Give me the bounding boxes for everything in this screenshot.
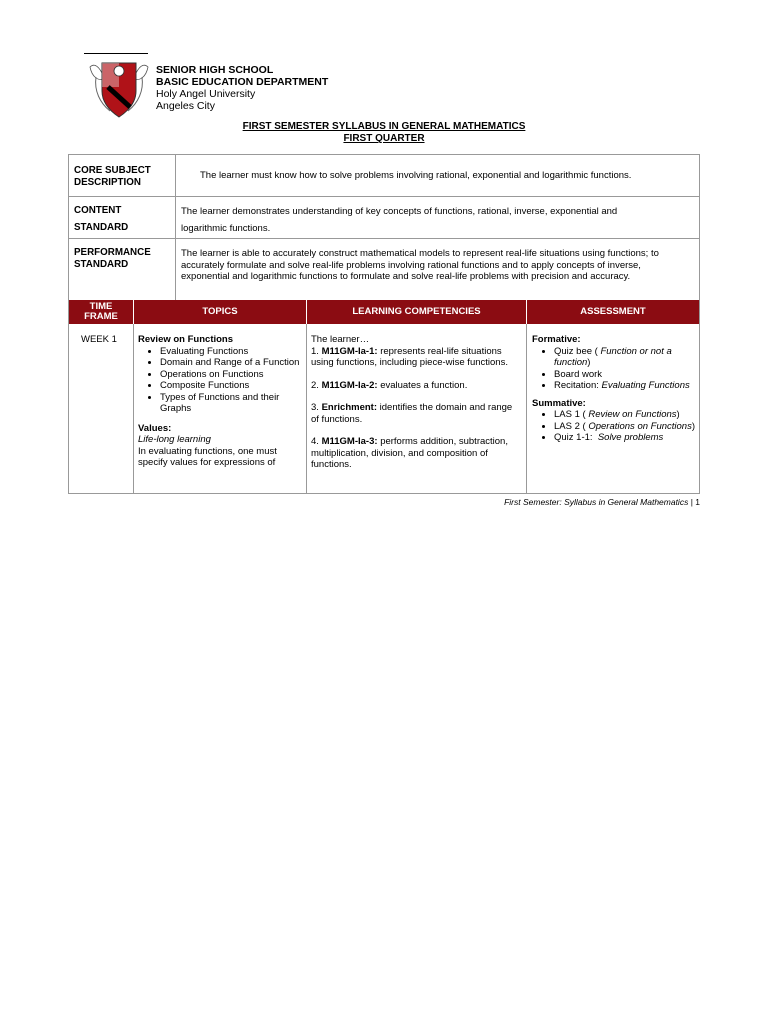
list-item: • Evaluating Functions	[160, 346, 303, 358]
performance-standard-label: PERFORMANCE STANDARD	[74, 247, 151, 270]
university-name: Holy Angel University	[156, 88, 256, 100]
list-item: • Quiz 1-1: Solve problems	[554, 432, 697, 444]
column-divider	[133, 324, 134, 494]
formative-list	[532, 346, 697, 392]
header-competencies: LEARNING COMPETENCIES	[352, 306, 481, 317]
values-text: In evaluating functions, one must specify values for expressions of	[138, 445, 277, 468]
row-divider	[69, 196, 699, 197]
core-subject-text: The learner must know how to solve problems involving rational, exponential and logarithmic functions.	[200, 170, 632, 181]
list-item: • LAS 1 ( Review on Functions)	[554, 409, 697, 421]
institution-header	[156, 64, 328, 112]
row-divider	[69, 238, 699, 239]
competency-4: 4. M11GM-Ia-3: performs addition, subtraction, multiplication, division, and composition of functions.	[311, 436, 508, 470]
summative-list	[532, 409, 697, 444]
list-item: • Domain and Range of a Function	[160, 357, 303, 369]
column-divider	[306, 324, 307, 494]
list-item: • Composite Functions	[160, 380, 303, 392]
school-name: SENIOR HIGH SCHOOL	[156, 64, 274, 76]
university-seal-logo	[88, 57, 150, 119]
list-item: • Quiz bee ( Function or not a function)	[554, 346, 697, 369]
competency-3: 3. Enrichment: identifies the domain and range of functions.	[311, 402, 513, 425]
header-topics: TOPICS	[202, 306, 238, 317]
list-item: • Types of Functions and their Graphs	[160, 392, 303, 415]
topics-cell	[138, 334, 303, 469]
competency-1: 1. M11GM-Ia-1: represents real-life situations using functions, including piece-wise functions.	[311, 345, 508, 368]
list-item: • Board work	[554, 369, 697, 381]
values-label: Values:	[138, 422, 172, 434]
department-name: BASIC EDUCATION DEPARTMENT	[156, 76, 329, 88]
page-footer	[504, 497, 700, 507]
competency-2: 2. M11GM-Ia-2: evaluates a function.	[311, 379, 468, 391]
topics-heading: Review on Functions	[138, 334, 234, 345]
list-item: • Operations on Functions	[160, 369, 303, 381]
column-divider	[175, 197, 176, 300]
header-rule	[84, 53, 148, 54]
column-divider	[175, 155, 176, 197]
summative-label: Summative:	[532, 397, 586, 409]
content-standard-text: The learner demonstrates understanding of key concepts of functions, rational, inverse, exponential and logarithmic functions.	[181, 206, 618, 234]
core-subject-label: CORE SUBJECT DESCRIPTION	[74, 165, 151, 188]
topics-list	[138, 346, 303, 415]
column-divider	[526, 324, 527, 494]
header-time-frame: TIME FRAME	[84, 301, 118, 322]
week-label: WEEK 1	[81, 334, 117, 345]
competencies-cell	[311, 334, 516, 471]
competencies-intro: The learner…	[311, 334, 370, 345]
page-number: | 1	[690, 497, 700, 507]
city-name: Angeles City	[156, 100, 215, 112]
formative-label: Formative:	[532, 334, 581, 345]
quarter-title: FIRST QUARTER	[343, 133, 425, 144]
values-italic: Life-long learning	[138, 434, 211, 445]
assessment-cell	[532, 334, 697, 444]
content-standard-label: CONTENT STANDARD	[74, 205, 129, 233]
list-item: • Recitation: Evaluating Functions	[554, 380, 697, 392]
performance-standard-text: The learner is able to accurately construct mathematical models to represent real-life situations using functions; to accurately formulate and solve real-life problems involving rational functions and to apply concepts of inverse, exponential and logarithmic functions to formulate and solve real-life problems with precision and accuracy.	[181, 248, 659, 282]
footer-text: First Semester: Syllabus in General Mathematics	[504, 497, 689, 507]
syllabus-title: FIRST SEMESTER SYLLABUS IN GENERAL MATHEMATICS	[242, 121, 526, 132]
list-item: • LAS 2 ( Operations on Functions)	[554, 421, 697, 433]
header-assessment: ASSESSMENT	[580, 306, 646, 317]
